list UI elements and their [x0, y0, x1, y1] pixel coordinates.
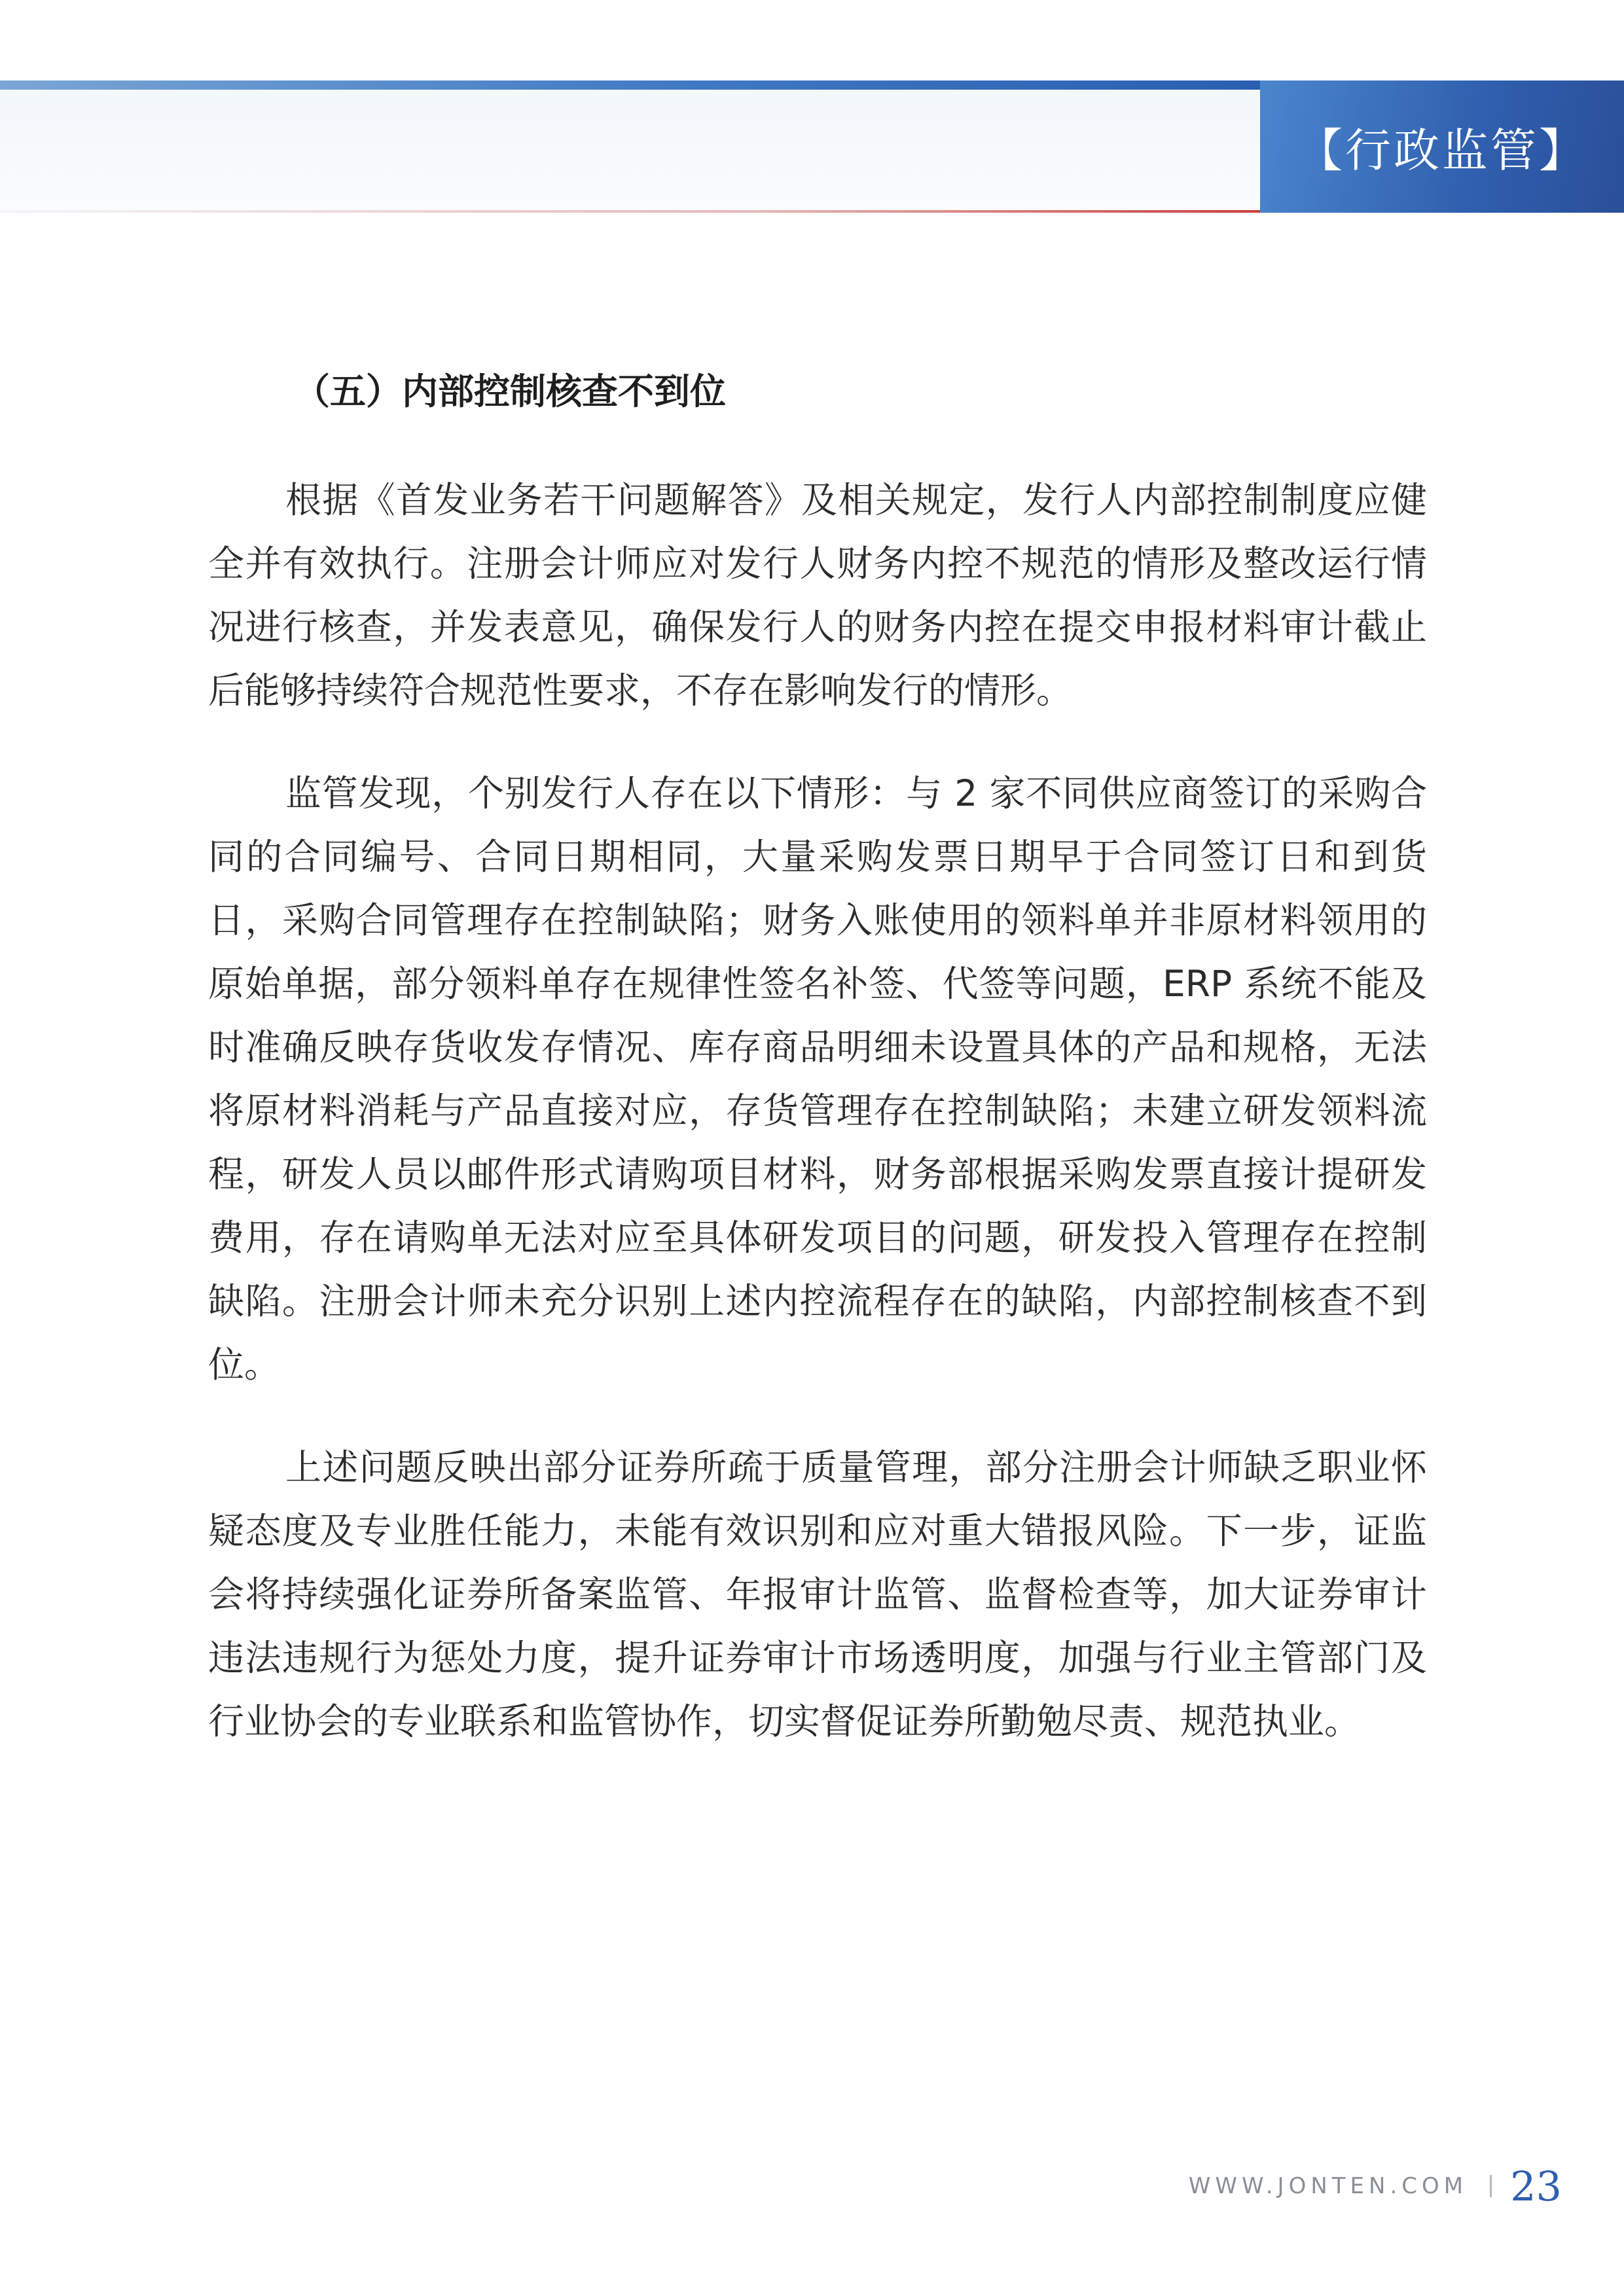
section-tag — [1260, 81, 1624, 213]
footer-divider — [1490, 2175, 1492, 2197]
page-number: 23 — [1510, 2162, 1562, 2210]
page-footer — [1189, 2160, 1562, 2212]
header-band — [0, 81, 1260, 213]
header-top-rule — [0, 81, 1260, 90]
section-title: （五）内部控制核查不到位 — [294, 370, 727, 412]
paragraph-3: 上述问题反映出部分证券所疏于质量管理，部分注册会计师缺乏职业怀疑态度及专业胜任能力，未能有效识别和应对重大错报风险。下一步，证监会将持续强化证券所备案监管、年报审计监管、监督检查等，加大证券审计违法违规行为惩处力度，提升证券审计市场透明度，加强与行业主管部门及行业协会的专业联系和监管协作，切实督促证券所勤勉尽责、规范执业。 — [208, 1446, 1427, 1742]
header-bottom-rule — [0, 210, 1260, 213]
paragraph-2: 监管发现，个别发行人存在以下情形：与 2 家不同供应商签订的采购合同的合同编号、合同日期相同，大量采购发票日期早于合同签订日和到货日，采购合同管理存在控制缺陷；财务入账使用的领料单并非原材料领用的原始单据，部分领料单存在规律性签名补签、代签等问题，ERP 系统不能及时准确反映存货收发存情况、库存商品明细未设置具体的产品和规格，无法将原材料消耗与产品直接对应，存货管理存在控制缺陷；未建立研发领料流程，研发人员以邮件形式请购项目材料，财务部根据采购发票直接计提研发费用，存在请购单无法对应至具体研发项目的问题，研发投入管理存在控制缺陷。注册会计师未充分识别上述内控流程存在的缺陷，内部控制核查不到位。 — [208, 772, 1427, 1386]
section-tag-label: 【行政监管】 — [1297, 123, 1587, 177]
article-body — [208, 353, 1427, 1753]
paragraph-1: 根据《首发业务若干问题解答》及相关规定，发行人内部控制制度应健全并有效执行。注册会计师应对发行人财务内控不规范的情形及整改运行情况进行核查，并发表意见，确保发行人的财务内控在提交申报材料审计截止后能够持续符合规范性要求，不存在影响发行的情形。 — [208, 479, 1427, 711]
footer-url[interactable]: WWW.JONTEN.COM — [1188, 2173, 1468, 2199]
